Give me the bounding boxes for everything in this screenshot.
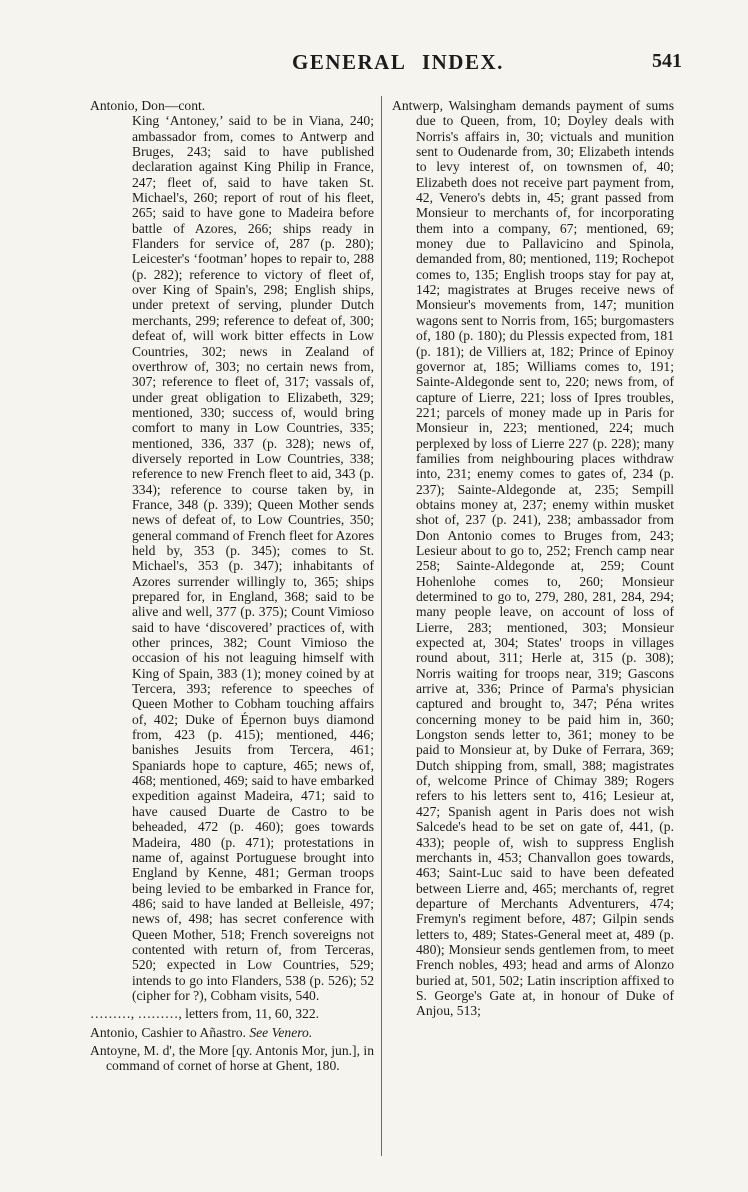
running-title: GENERAL INDEX. (292, 50, 504, 74)
right-column (392, 98, 674, 1019)
antwerp-text: Antwerp, Walsingham demands payment of sums due to Queen, from, 10; Doyley deals with Norris's affairs in, 30; victuals and munition sent to Oudenarde from, 30; Elizabeth intends to levy interest of, on townsmen of, 40; Elizabeth does not receive part payment from, 42, Venero's debts in, 45; grant passed from Monsieur to merchants of, for incorporating them into a company, 67; mentioned, 69; money due to Pallavicino and Spinola, demanded from, 80; mentioned, 119; Rochepot comes to, 135; English troops stay for pay at, 142; magistrates at Bruges receive news of Monsieur's movements from, 147; munition wagons sent to Norris from, 165; burgomasters of, 180 (p. 180); du Plessis expected from, 181 (p. 181); de Villiers at, 182; Prince of Epinoy governor at, 185; Williams comes to, 191; Sainte-Aldegonde sent to, 220; news from, of capture of Lierre, 221; loss of Ipres troubles, 221; parcels of money made up in Paris for Monsieur in, 223; mentioned, 224; much perplexed by loss of Lierre 227 (p. 228); many families from neighbouring places withdraw into, 231; enemy comes to gates of, 234 (p. 237); Sainte-Aldegonde at, 235; Sempill obtains money at, 237; enemy within musket shot of, 237 (p. 241), 238; ambassador from Don Antonio comes to Bruges from, 243; Lesieur about to go to, 252; French camp near 258; Sainte-Aldegonde at, 259; Count Hohenlohe comes to, 260; Monsieur determined to go to, 279, 280, 281, 284, 294; many people leave, on account of loss of Lierre, 283; mentioned, 303; Monsieur expected at, 304; States' troops in villages round about, 311; Herle at, 315 (p. 308); Norris waiting for troops near, 319; Gascons arrive at, 336; Prince of Parma's physician captured and brought to, 347; Péna writes concerning money to be paid him in, 360; Longston sends letter to, 361; money to be paid to Monsieur at, by Duke of Ferrara, 369; Dutch shipping from, small, 388; magistrates of, welcome Prince of Chimay 389; Rogers refers to his letters sent to, 416; Lesieur at, 427; Spanish agent in Paris does not wish Salcede's head to be set on gate of, 441, (p. 433); people of, wish to suppress English merchants in, 453; Chanvallon goes towards, 463; Saint-Luc said to have been defeated between Lierre and, 465; merchants of, regret departure of Merchants Adventurers, 474; Fremyn's regiment before, 487; Gilpin sends letters to, 489; States-General meet at, 489 (p. 480); Monsieur sends gentlemen from, to meet French nobles, 493; head and arms of Alonzo buried at, 501, 502; Latin inscription affixed to S. George's Gate at, in honour of Duke of Anjou, 513; (392, 98, 674, 1019)
index-entry-antonio-don (90, 98, 374, 1003)
see-reference: See Venero. (249, 1024, 313, 1040)
cashier-text: Antonio, Cashier to Añastro. (90, 1024, 246, 1040)
index-entry-antonio-cashier (90, 1025, 374, 1040)
index-entry-antoyne (90, 1043, 374, 1074)
column-divider (381, 96, 382, 1156)
ditto-marks: ………, ………, (90, 1006, 182, 1022)
left-column (90, 98, 374, 1074)
page-header (0, 50, 748, 80)
entry-heading: Antonio, Don—cont. (90, 98, 206, 113)
letters-text: letters from, 11, 60, 322. (185, 1006, 320, 1022)
antoyne-text: Antoyne, M. d', the More [qy. Antonis Mor, jun.], in command of cornet of horse at Ghent, 180. (90, 1042, 374, 1074)
entry-body: King ‘Antoney,’ said to be in Viana, 240; ambassador from, comes to Antwerp and Bruges, 243; said to have published declaration against King Philip in France, 247; fleet of, said to have taken St. Michael's, 260; report of rout of his fleet, 265; said to have gone to Madeira before battle of Azores, 266; ships ready in Flanders for service of, 287 (p. 280); Leicester's ‘footman’ hopes to repair to, 288 (p. 282); reference to victory of fleet of, over King of Spain's, 298; English ships, under pretext of serving, plunder Dutch merchants, 299; reference to defeat of, 300; defeat of, will work bitter effects in Low Countries, 302; news in Zealand of overthrow of, 303; no certain news from, 307; reference to fleet of, 317; vassals of, under great obligation to Elizabeth, 329; mentioned, 330; success of, would bring comfort to many in Low Countries, 335; mentioned, 336, 337 (p. 328); news of, diversely reported in Low Countries, 338; reference to new French fleet to aid, 343 (p. 334); reference to course taken by, in France, 348 (p. 339); Queen Mother sends news of defeat of, to Low Countries, 350; general command of French fleet for Azores held by, 353 (p. 345); comes to St. Michael's, 353 (p. 347); inhabitants of Azores surrender willingly to, 365; ships prepared for, in England, 368; said to be alive and well, 377 (p. 375); Count Vimioso said to have ‘discovered’ practices of, with other princes, 382; Count Vimioso the occasion of his not leaguing himself with King of Spain, 383 (1); money coined by at Tercera, 393; reference to speeches of Queen Mother to Cobham touching affairs of, 402; Duke of Épernon buys diamond from, 423 (p. 415); mentioned, 446; banishes Jesuits from Tercera, 461; Spaniards hope to capture, 465; news of, 468; mentioned, 469; said to have embarked expedition against Madeira, 471; said to have caused Duarte de Castro to be beheaded, 472 (p. 460); goes towards Madeira, 480 (p. 471); protestations in name of, against Portuguese brought into England by Kenne, 481; German troops being levied to be embarked in France for, 486; said to have landed at Belleisle, 497; news of, 498; has secret conference with Queen Mother, 518; French sovereigns not contented with return of, from Terceras, 520; expected in Low Countries, 529; intends to go into Flanders, 538 (p. 526); 52 (cipher for ?), Cobham visits, 540. (132, 113, 374, 1003)
index-entry-antwerp (392, 98, 674, 1019)
index-entry-letters (90, 1006, 374, 1021)
page-number: 541 (652, 50, 682, 72)
